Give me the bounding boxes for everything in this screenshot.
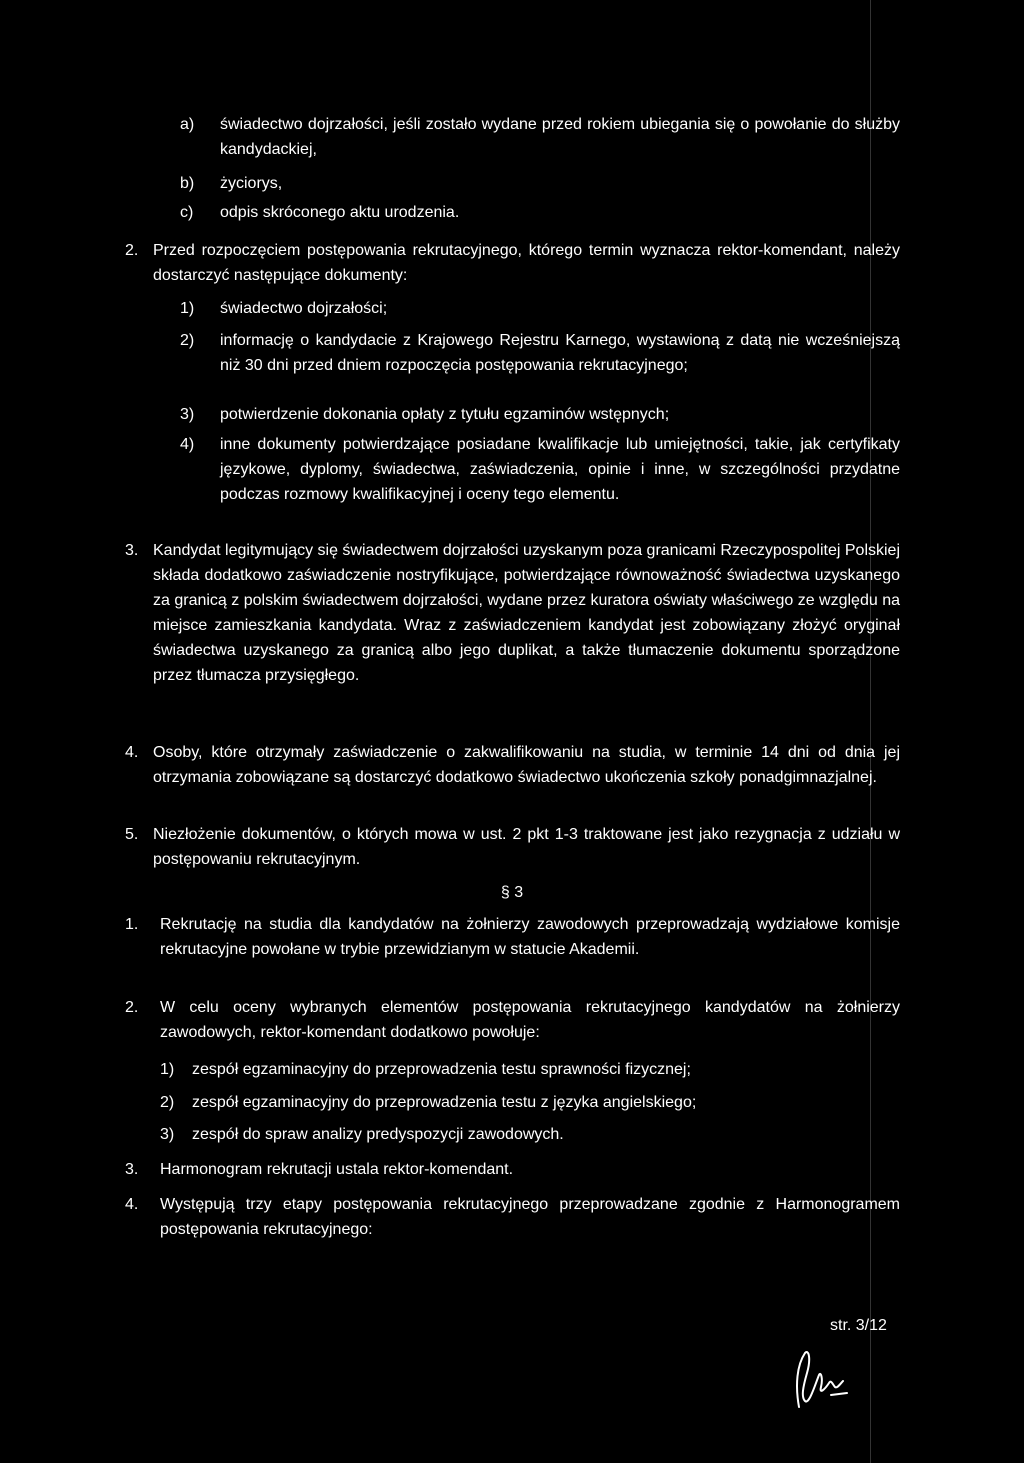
list-text: świadectwo dojrzałości; [220, 300, 388, 317]
team-item-3 [160, 1122, 900, 1147]
list-label: b) [180, 175, 195, 192]
s3-paragraph-1 [125, 912, 900, 962]
paragraph-text: Kandydat legitymujący się świadectwem dojrzałości uzyskanym poza granicami Rzeczypospolitej Polskiej składa dodatkowo zaświadczenie nostryfikujące, potwierdzające równoważność świadectwa uzyskanego za granicą z polskim świadectwem dojrzałości, wydane przez kuratora oświaty właściwego ze względu na miejsce zamieszkania kandydata. Wraz z zaświadczeniem kandydat jest zobowiązany złożyć oryginał świadectwa uzyskanego za granicą albo jego duplikat, a także tłumaczenie dokumentu sporządzone przez tłumacza przysięgłego. [153, 542, 900, 684]
docs-item-3 [180, 402, 900, 427]
list-text: inne dokumenty potwierdzające posiadane kwalifikacje lub umiejętności, takie, jak certyfikaty językowe, dyplomy, świadectwa, zaświadczenia, opinie i inne, w szczególności przydatne podczas rozmowy kwalifikacyjnej i oceny tego elementu. [220, 436, 900, 503]
list-label: 1) [160, 1061, 175, 1078]
paragraph-text: Rekrutację na studia dla kandydatów na żołnierzy zawodowych przeprowadzają wydziałowe komisje rekrutacyjne powołane w trybie przewidzianym w statucie Akademii. [160, 916, 900, 958]
paragraph-text: W celu oceny wybranych elementów postępowania rekrutacyjnego kandydatów na żołnierzy zawodowych, rektor-komendant dodatkowo powołuje: [160, 999, 900, 1041]
paragraph-5 [125, 822, 900, 872]
s3-paragraph-2 [125, 995, 900, 1045]
paragraph-label: 5. [125, 826, 139, 843]
list-item-b [180, 171, 900, 196]
list-label: 4) [180, 436, 195, 453]
list-text: świadectwo dojrzałości, jeśli zostało wydane przed rokiem ubiegania się o powołanie do służby kandydackiej, [220, 116, 900, 158]
signature-icon [785, 1345, 865, 1415]
list-label: 3) [160, 1126, 175, 1143]
list-text: zespół egzaminacyjny do przeprowadzenia testu sprawności fizycznej; [192, 1061, 691, 1078]
paragraph-label: 2. [125, 999, 139, 1016]
paragraph-text: Przed rozpoczęciem postępowania rekrutacyjnego, którego termin wyznacza rektor-komendant, należy dostarczyć następujące dokumenty: [153, 242, 900, 284]
list-label: 2) [180, 332, 195, 349]
section-heading: § 3 [500, 884, 524, 901]
paragraph-3 [125, 538, 900, 688]
docs-item-1 [180, 296, 900, 321]
list-text: zespół egzaminacyjny do przeprowadzenia testu z języka angielskiego; [192, 1094, 697, 1111]
list-label: 3) [180, 406, 195, 423]
paragraph-label: 2. [125, 242, 139, 259]
paragraph-text: Harmonogram rekrutacji ustala rektor-komendant. [160, 1161, 514, 1178]
paragraph-4 [125, 740, 900, 790]
paragraph-label: 4. [125, 744, 139, 761]
paragraph-text: Osoby, które otrzymały zaświadczenie o zakwalifikowaniu na studia, w terminie 14 dni od dnia jej otrzymania zobowiązane są dostarczyć dodatkowo świadectwo ukończenia szkoły ponadgimnazjalnej. [153, 744, 900, 786]
list-item-c [180, 200, 900, 225]
list-text: informację o kandydacie z Krajowego Rejestru Karnego, wystawioną z datą nie wcześniejszą niż 30 dni przed dniem rozpoczęcia postępowania rekrutacyjnego; [220, 332, 900, 374]
list-label: a) [180, 116, 195, 133]
list-item-a [180, 112, 900, 162]
paragraph-text: Niezłożenie dokumentów, o których mowa w ust. 2 pkt 1-3 traktowane jest jako rezygnacja z udziału w postępowaniu rekrutacyjnym. [153, 826, 900, 868]
list-label: 1) [180, 300, 195, 317]
docs-item-4 [180, 432, 900, 507]
s3-paragraph-4 [125, 1192, 900, 1242]
list-text: życiorys, [220, 175, 283, 192]
team-item-1 [160, 1057, 900, 1082]
docs-item-2 [180, 328, 900, 378]
paragraph-2 [125, 238, 900, 288]
list-text: odpis skróconego aktu urodzenia. [220, 204, 460, 221]
list-text: zespół do spraw analizy predyspozycji zawodowych. [192, 1126, 564, 1143]
list-label: c) [180, 204, 194, 221]
paragraph-text: Występują trzy etapy postępowania rekrutacyjnego przeprowadzane zgodnie z Harmonogramem postępowania rekrutacyjnego: [160, 1196, 900, 1238]
list-text: potwierdzenie dokonania opłaty z tytułu egzaminów wstępnych; [220, 406, 670, 423]
paragraph-label: 1. [125, 916, 139, 933]
page-number: str. 3/12 [830, 1317, 887, 1334]
paragraph-label: 4. [125, 1196, 139, 1213]
paragraph-label: 3. [125, 542, 139, 559]
team-item-2 [160, 1090, 900, 1115]
paragraph-label: 3. [125, 1161, 139, 1178]
list-label: 2) [160, 1094, 175, 1111]
s3-paragraph-3 [125, 1157, 900, 1182]
